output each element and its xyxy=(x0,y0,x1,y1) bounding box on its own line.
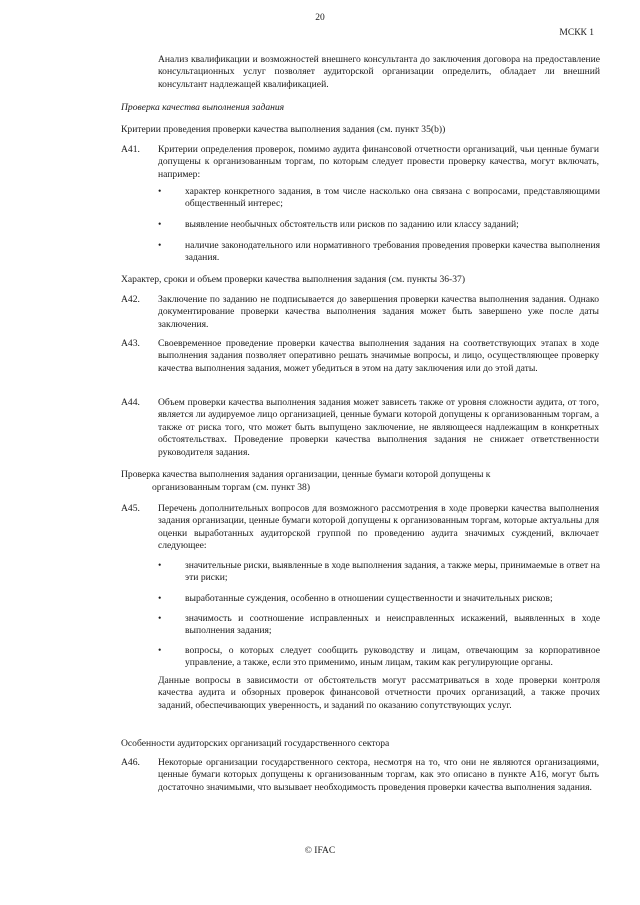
list-item xyxy=(158,560,600,585)
subheading-public-sector: Особенности аудиторских организаций государственного сектора xyxy=(121,738,390,749)
paragraph-text: Критерии определения проверок, помимо аудита финансовой отчетности организаций, чьи ценные бумаги допущены к организованным торгам, по которым следует провести проверку качества, могут включать, например: xyxy=(158,144,599,180)
paragraph-text: Своевременное проведение проверки качества выполнения задания на соответствующих этапах в ходе выполнения задания позволяет оперативно решать значимые вопросы, и лицо, осуществляющее проверку качества выполнения задания, может убедиться в этом на дату заключения или до этой даты. xyxy=(158,338,599,374)
subheading-listed-entity-cont: организованным торгам (см. пункт 38) xyxy=(152,482,311,493)
bullet-icon: • xyxy=(158,560,162,571)
bullet-icon: • xyxy=(158,613,162,624)
paragraph-a45 xyxy=(121,503,599,553)
paragraph-a42 xyxy=(121,294,599,331)
list-item xyxy=(158,593,600,605)
list-item xyxy=(158,186,600,211)
list-item xyxy=(158,645,600,670)
list-item-text: наличие законодательного или нормативного требования проведения проверки качества выполнения задания. xyxy=(185,240,600,264)
paragraph-a44 xyxy=(121,397,599,459)
bullet-icon: • xyxy=(158,593,162,604)
bullet-icon: • xyxy=(158,186,162,197)
paragraph-a41 xyxy=(121,144,599,181)
paragraph-number: A41. xyxy=(121,144,140,155)
bullet-icon: • xyxy=(158,219,162,230)
list-item xyxy=(158,219,600,231)
list-item-text: значительные риски, выявленные в ходе выполнения задания, а также меры, принимаемые в ответ на эти риски; xyxy=(185,560,600,584)
paragraph-number: A45. xyxy=(121,503,140,514)
closing-paragraph: Данные вопросы в зависимости от обстоятельств могут рассматриваться в ходе проверки контроля качества аудита и обзорных проверок финансовой отчетности прочих организаций, а также прочих заданий, обеспечивающих уверенность, и заданий по оказанию сопутствующих услуг. xyxy=(158,675,600,711)
list-item-text: характер конкретного задания, в том числе насколько она связана с вопросами, представляющими общественный интерес; xyxy=(185,186,600,210)
paragraph-text: Перечень дополнительных вопросов для возможного рассмотрения в ходе проверки качества выполнения задания организации, ценные бумаги которой допущены к организованным торгам, которые актуальны для оценки выработанных аудиторской группой по проведению аудита значимых суждений, включает следующее: xyxy=(158,503,599,552)
paragraph-text: Объем проверки качества выполнения задания может зависеть также от уровня сложности аудита, от того, является ли аудируемое лицо организацией, ценные бумаги которой допущены к организованным торгам, а также от риска того, что может быть выпущено заключение, не являющееся надлежащим в конкретных обстоятельствах. Проведение проверки качества выполнения задания не снижает ответственности руководителя задания. xyxy=(158,397,599,458)
page-number: 20 xyxy=(315,13,325,23)
subheading-nature: Характер, сроки и объем проверки качества выполнения задания (см. пункты 36-37) xyxy=(121,274,466,285)
paragraph-number: A43. xyxy=(121,338,140,349)
paragraph-text: Некоторые организации государственного сектора, несмотря на то, что они не являются организациями, ценные бумаги которых допущены к организованным торгам, как это описано в пункте A16, могут быть достаточно значимыми, что вызывает необходимость проведения проверки качества выполнения задания. xyxy=(158,757,599,793)
intro-paragraph: Анализ квалификации и возможностей внешнего консультанта до заключения договора на предоставление консультационных услуг позволяет аудиторской организации определить, обладает ли внешний консультант надлежащей квалификацией. xyxy=(158,54,600,90)
paragraph-number: A46. xyxy=(121,757,140,768)
list-item-text: вопросы, о которых следует сообщить руководству и лицам, отвечающим за корпоративное управление, а также, если это применимо, иным лицам, таким как регулирующие органы. xyxy=(185,645,600,669)
subheading-listed-entity: Проверка качества выполнения задания организации, ценные бумаги которой допущены к xyxy=(121,469,491,480)
paragraph-a46 xyxy=(121,757,599,794)
list-item xyxy=(158,613,600,638)
paragraph-text: Заключение по заданию не подписывается до завершения проверки качества выполнения задания. Однако документирование проверки качества выполнения задания может быть завершено уже после даты заключения. xyxy=(158,294,599,330)
paragraph-a43 xyxy=(121,338,599,375)
bullet-icon: • xyxy=(158,645,162,656)
list-item-text: выработанные суждения, особенно в отношении существенности и значительных рисков; xyxy=(185,593,553,604)
paragraph-number: A42. xyxy=(121,294,140,305)
paragraph-number: A44. xyxy=(121,397,140,408)
subheading-criteria: Критерии проведения проверки качества выполнения задания (см. пункт 35(b)) xyxy=(121,124,446,135)
section-title: Проверка качества выполнения задания xyxy=(121,102,285,113)
document-code: МСКК 1 xyxy=(559,28,594,38)
footer-copyright: © IFAC xyxy=(304,846,336,856)
bullet-icon: • xyxy=(158,240,162,251)
list-item-text: значимость и соотношение исправленных и неисправленных искажений, выявленных в ходе выполнения задания; xyxy=(185,613,600,637)
list-item xyxy=(158,240,600,265)
list-item-text: выявление необычных обстоятельств или рисков по заданию или классу заданий; xyxy=(185,219,519,230)
